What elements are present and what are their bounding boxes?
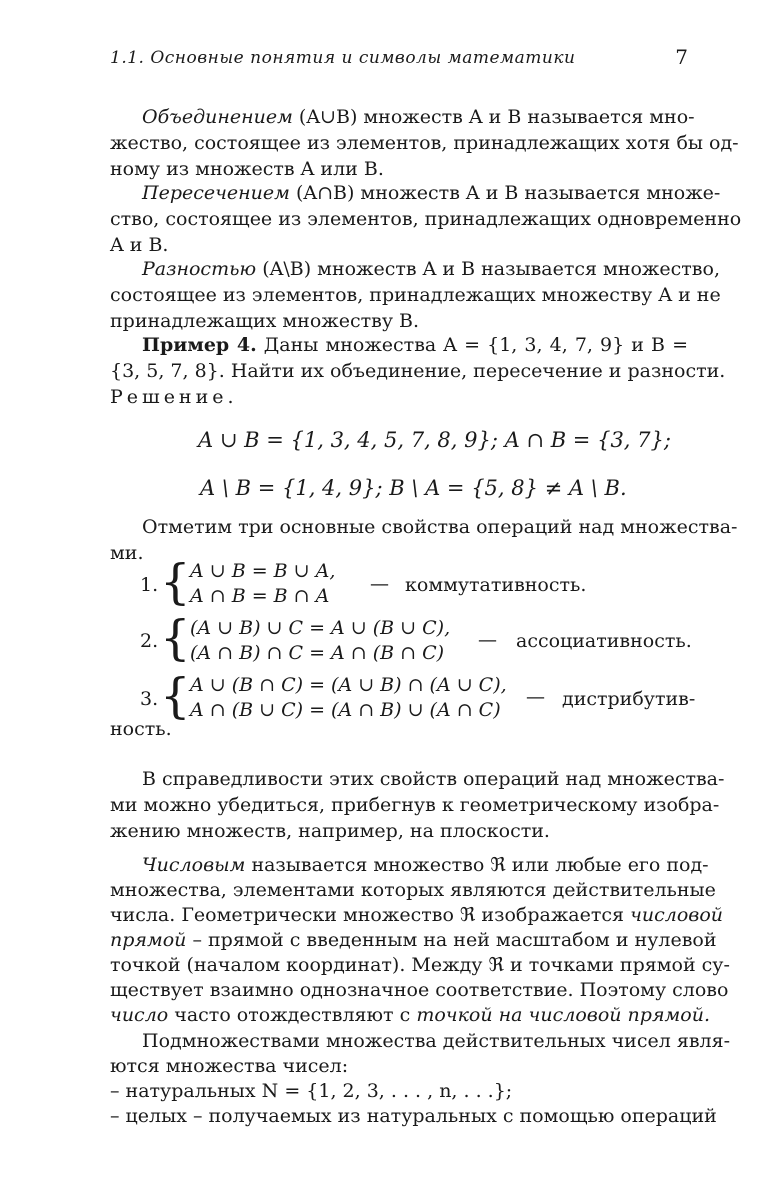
brace-icon: { [160,610,191,666]
term-number: число [110,1004,169,1026]
property-name: дистрибутив- [562,688,696,710]
numeric-line-6: ществует взаимно однозначное соответствие. Поэтому слово [110,979,729,1001]
difference-def-line-2: состоящее из элементов, принадлежащих множеству A и не [110,284,721,306]
difference-def-line-1 [142,256,720,282]
subsets-line-1: Подмножествами множества действительных чисел явля- [142,1030,730,1052]
properties-intro-line-2: ми. [110,542,144,564]
example-text: Даны множества A = {1, 3, 4, 7, 9} и B = [263,334,688,356]
numeric-line-1 [142,852,709,878]
property-row-2: A ∩ (B ∪ C) = (A ∩ B) ∪ (A ∩ C) [190,699,501,721]
running-header [110,45,688,74]
numeric-line-2: множества, элементами которых являются действительные [110,879,716,901]
property-dash: — [478,629,497,651]
subsets-line-4: – целых – получаемых из натуральных с помощью операций [110,1105,717,1127]
union-def-line-3: ному из множеств A или B. [110,158,384,180]
solution-label: Решение. [110,386,238,408]
example-line-2: {3, 5, 7, 8}. Найти их объединение, пересечение и разности. [110,360,726,382]
subsets-line-2: ются множества чисел: [110,1055,349,1077]
property-row-1: (A ∪ B) ∪ C = A ∪ (B ∪ C), [190,617,451,639]
term-numeric: Числовым [142,854,246,876]
term-intersection: Пересечением [142,182,290,204]
properties-intro-line-1: Отметим три основные свойства операций над множества- [142,516,738,538]
union-def-line-1 [142,104,695,130]
property-dash: — [526,686,545,708]
numeric-line-5: точкой (началом координат). Между ℜ и точками прямой су- [110,954,730,976]
property-row-2: A ∩ B = B ∩ A [190,585,330,607]
numeric-text: – прямой с введенным на ней масштабом и нулевой [192,929,717,951]
intersection-def-line-3: A и B. [110,234,169,256]
numeric-line-4 [110,927,717,953]
intersection-def-line-1 [142,180,721,206]
property-name: ассоциативность. [516,630,692,652]
intersection-def-text: (A∩B) множеств A и B называется множе- [295,182,721,204]
brace-icon: { [160,554,191,610]
term-numeric-line: числовой [630,904,724,926]
numeric-text: называется множество ℜ или любые его под- [251,854,709,876]
term-difference: Разностью [142,258,257,280]
numeric-line-7 [110,1002,710,1028]
property-number: 3. [140,688,159,710]
term-line: прямой [110,929,187,951]
difference-def-line-3: принадлежащих множеству B. [110,310,420,332]
union-def-line-2: жество, состоящее из элементов, принадлежащих хотя бы од- [110,132,739,154]
property-dash: — [370,573,389,595]
property-name: коммутативность. [405,574,587,596]
example-line-1 [142,332,688,358]
page-number: 7 [675,45,688,69]
example-label: Пример 4. [142,334,257,356]
display-equation-1: A ∪ B = {1, 3, 4, 5, 7, 8, 9}; A ∩ B = {3, 7}; [198,428,671,452]
numeric-text: числа. Геометрически множество ℜ изображается [110,904,625,926]
property-row-2: (A ∩ B) ∩ C = A ∩ (B ∩ C) [190,642,445,664]
union-def-text: (A∪B) множеств A и B называется мно- [298,106,695,128]
property-row-1: A ∪ B = B ∪ A, [190,560,336,582]
brace-icon: { [160,668,191,724]
intersection-def-line-2: ство, состоящее из элементов, принадлежащих одновременно [110,208,742,230]
subsets-line-3: – натуральных N = {1, 2, 3, . . . , n, . . .}; [110,1080,513,1102]
numeric-line-3 [110,902,724,928]
term-point-on-line: точкой на числовой прямой. [416,1004,710,1026]
term-union: Объединением [142,106,293,128]
property-row-1: A ∪ (B ∩ C) = (A ∪ B) ∩ (A ∪ C), [190,674,507,696]
validity-line-3: жению множеств, например, на плоскости. [110,820,550,842]
validity-line-2: ми можно убедиться, прибегнув к геометрическому изобра- [110,794,720,816]
numeric-text: часто отождествляют с [174,1004,411,1026]
property-number: 1. [140,574,159,596]
validity-line-1: В справедливости этих свойств операций над множества- [142,768,725,790]
properties-tail: ность. [110,718,172,740]
display-equation-2: A \ B = {1, 4, 9}; B \ A = {5, 8} ≠ A \ B. [200,476,627,500]
section-title: 1.1. Основные понятия и символы математики [110,48,576,68]
difference-def-text: (A\B) множеств A и B называется множество, [262,258,720,280]
property-number: 2. [140,630,159,652]
